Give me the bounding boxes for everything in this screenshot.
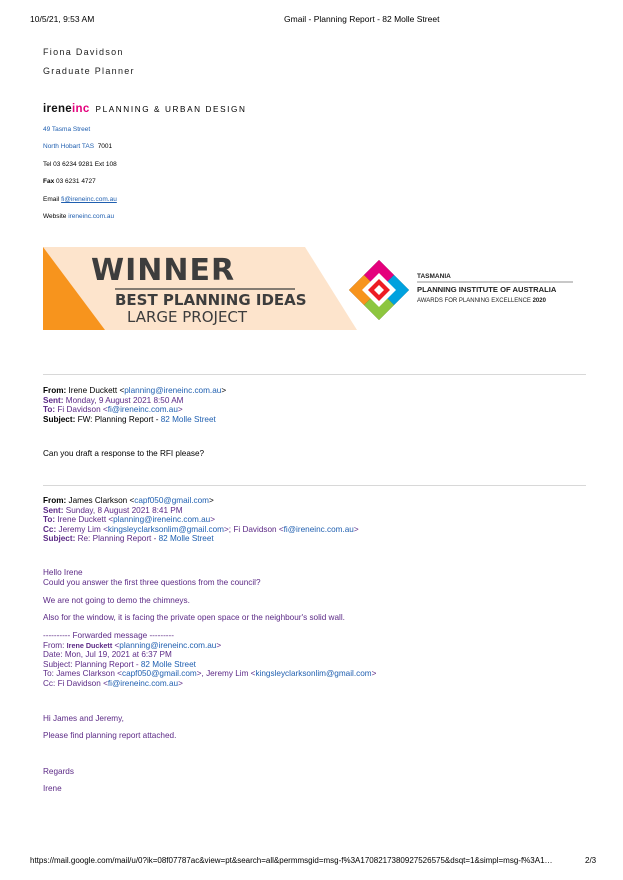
address-line2 — [43, 143, 112, 150]
msg2-line2: We are not going to demo the chimneys. — [43, 596, 190, 605]
logo-suffix: inc — [72, 103, 90, 115]
msg2-line3: Also for the window, it is facing the private open space or the neighbour's solid wall. — [43, 613, 345, 622]
msg1-header — [43, 386, 226, 424]
msg1-from-email[interactable]: planning@ireneinc.com.au — [124, 386, 222, 395]
company-logo — [43, 103, 247, 115]
msg1-subject: Subject: FW: Planning Report - 82 Molle Street — [43, 414, 216, 424]
email-label: Email — [43, 196, 60, 203]
fwd-cc: Cc: Fi Davidson <fi@ireneinc.com.au> — [43, 678, 183, 688]
msg2-from-email[interactable]: capf050@gmail.com — [134, 496, 210, 505]
fwd-from-email[interactable]: planning@ireneinc.com.au — [119, 640, 217, 650]
msg1-subject-link[interactable]: 82 Molle Street — [160, 414, 216, 424]
fwd-to-email1[interactable]: capf050@gmail.com — [121, 669, 197, 678]
website-line — [43, 213, 114, 220]
banner-line2: LARGE PROJECT — [127, 308, 248, 326]
fwd-subject-link[interactable]: 82 Molle Street — [140, 659, 196, 669]
msg2-cc-email2[interactable]: fi@ireneinc.com.au — [283, 524, 354, 534]
pia-diamond-logo — [349, 260, 409, 320]
message-divider — [43, 485, 586, 486]
website-label: Website — [43, 213, 67, 220]
fwd-to: To: James Clarkson <capf050@gmail.com>, Jeremy Lim <kingsleyclarksonlim@gmail.com> — [43, 669, 377, 678]
fax-label: Fax — [43, 178, 55, 185]
msg1-from: From: Irene Duckett <planning@ireneinc.com.au> — [43, 386, 227, 395]
fwd-sign: Irene — [43, 784, 62, 793]
msg1-to: To: Fi Davidson <fi@ireneinc.com.au> — [43, 405, 183, 414]
tel-label: Tel — [43, 161, 52, 168]
award-banner — [43, 247, 593, 330]
banner-winner: WINNER — [91, 253, 236, 288]
tel-value: 03 6234 9281 Ext 108 — [53, 161, 117, 168]
fwd-greeting: Hi James and Jeremy, — [43, 714, 124, 723]
msg1-to-email[interactable]: fi@ireneinc.com.au — [107, 405, 178, 414]
msg1-sent: Sent: Monday, 9 August 2021 8:50 AM — [43, 395, 184, 405]
msg2-from: From: James Clarkson <capf050@gmail.com> — [43, 496, 214, 505]
pia-title: PLANNING INSTITUTE OF AUSTRALIA — [417, 285, 557, 294]
fwd-body: Please find planning report attached. — [43, 731, 177, 740]
msg2-subject: Subject: Re: Planning Report - 82 Molle Street — [43, 534, 214, 543]
msg2-to: To: Irene Duckett <planning@ireneinc.com.au> — [43, 515, 216, 524]
fwd-to-email2[interactable]: kingsleyclarksonlim@gmail.com — [255, 669, 372, 678]
tel-line — [43, 161, 117, 168]
signature-website-link[interactable]: ireneinc.com.au — [68, 213, 115, 220]
fwd-from: From: Irene Duckett <planning@ireneinc.com.au> — [43, 640, 222, 650]
print-title: Gmail - Planning Report - 82 Molle Street — [284, 14, 440, 24]
msg2-subject-link[interactable]: 82 Molle Street — [158, 534, 214, 543]
print-datetime: 10/5/21, 9:53 AM — [30, 14, 95, 24]
address-line1: 49 Tasma Street — [43, 126, 91, 133]
signature-role: Graduate Planner — [43, 66, 135, 76]
logo-tagline: PLANNING & URBAN DESIGN — [95, 105, 247, 114]
print-page-number: 2/3 — [585, 856, 597, 865]
print-url: https://mail.google.com/mail/u/0?ik=08f07787ac&view=pt&search=all&permmsgid=msg-f%3A1708217380927526575&dsqt=1&simpl=msg-f%3A1… — [30, 856, 553, 865]
banner-line1: BEST PLANNING IDEAS — [115, 291, 307, 309]
address-suburb: North Hobart TAS — [43, 143, 95, 150]
msg2-sent: Sent: Sunday, 8 August 2021 8:41 PM — [43, 505, 183, 515]
msg2-header — [43, 496, 359, 544]
forwarded-divider: ---------- Forwarded message --------- — [43, 631, 174, 640]
msg2-line1: Could you answer the first three questions from the council? — [43, 578, 261, 587]
msg1-body: Can you draft a response to the RFI please? — [43, 449, 205, 458]
signature-email-link[interactable]: fi@ireneinc.com.au — [61, 196, 117, 203]
address-postcode: 7001 — [97, 143, 113, 150]
pia-subtitle: AWARDS FOR PLANNING EXCELLENCE 2020 — [417, 298, 546, 304]
fwd-regards: Regards — [43, 767, 74, 776]
msg2-cc-email1[interactable]: kingsleyclarksonlim@gmail.com — [107, 524, 225, 534]
message-divider — [43, 374, 586, 375]
msg2-cc: Cc: Jeremy Lim <kingsleyclarksonlim@gmail.com>; Fi Davidson <fi@ireneinc.com.au> — [43, 524, 359, 534]
msg2-to-email[interactable]: planning@ireneinc.com.au — [113, 515, 211, 524]
msg2-greeting: Hello Irene — [43, 568, 83, 577]
fax-value: 03 6231 4727 — [56, 178, 96, 185]
fwd-date: Date: Mon, Jul 19, 2021 at 6:37 PM — [43, 650, 172, 659]
signature-name: Fiona Davidson — [43, 47, 124, 57]
pia-tasmania: TASMANIA — [417, 273, 451, 280]
fax-line — [43, 178, 96, 185]
logo-prefix: irene — [43, 103, 72, 115]
forwarded-block — [43, 631, 376, 688]
fwd-cc-email[interactable]: fi@ireneinc.com.au — [107, 678, 179, 688]
fwd-subject: Subject: Planning Report - 82 Molle Street — [43, 659, 196, 669]
email-line — [43, 196, 117, 203]
